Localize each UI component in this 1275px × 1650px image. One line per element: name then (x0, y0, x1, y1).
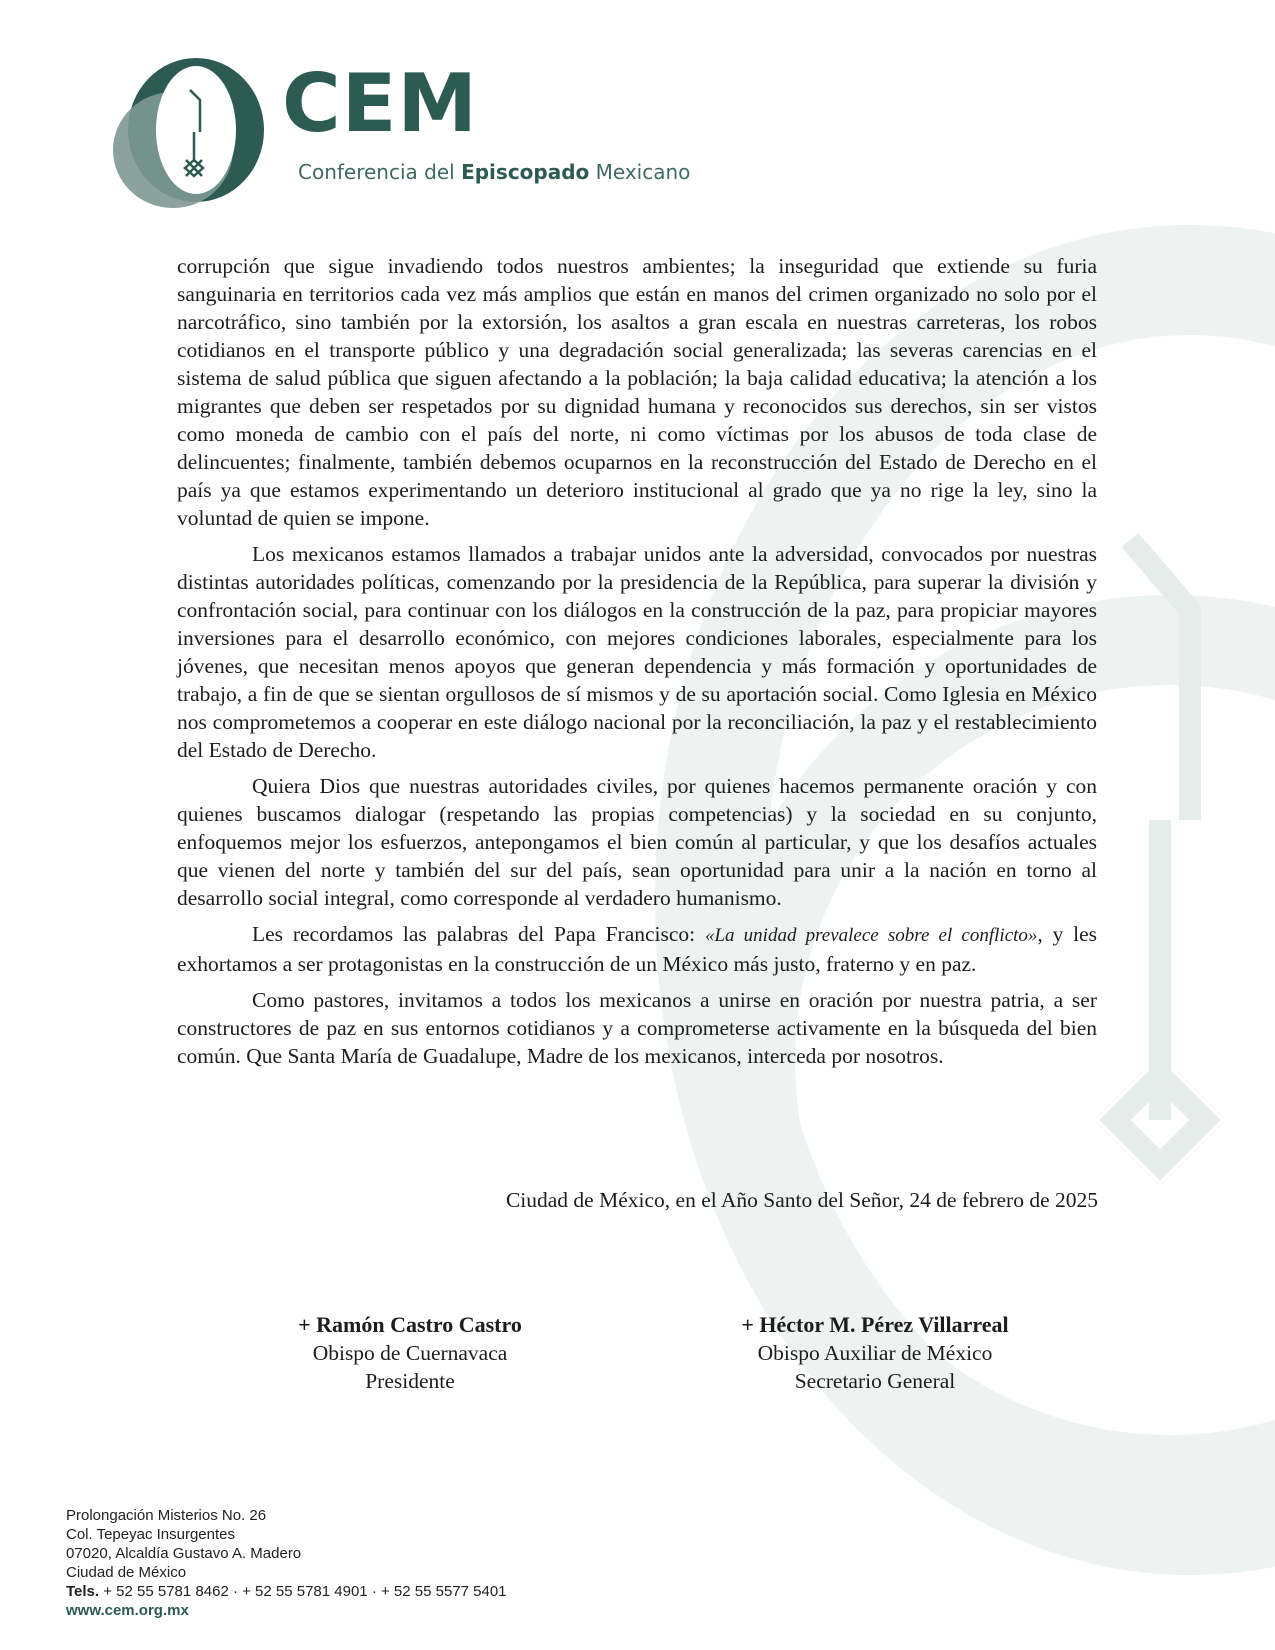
paragraph-1: corrupción que sigue invadiendo todos nuestros ambientes; la inseguridad que extiende su furia sanguinaria en territorios cada vez más amplios que están en manos del crimen organizado no solo por el narcotráfico, sino también por la extorsión, los asaltos a gran escala en nuestras carreteras, los robos cotidianos en el transporte público y una degradación social generalizada; las severas carencias en el sistema de salud pública que siguen afectando a la población; la baja calidad educativa; la atención a los migrantes que deben ser respetados por su dignidad humana y reconocidos sus derechos, sin ser vistos como moneda de cambio con el país del norte, ni como víctimas por los abusos de toda clase de delincuentes; finalmente, también debemos ocuparnos en la reconstrucción del Estado de Derecho en el país ya que estamos experimentando un deterioro institucional al grado que ya no rige la ley, sino la voluntad de quien se impone. (177, 254, 1097, 530)
signer-role: Obispo de Cuernavaca (312, 1341, 508, 1365)
paragraph-3: Quiera Dios que nuestras autoridades civiles, por quienes hacemos permanente oración y con quienes buscamos dialogar (respetando las propias competencias) y la sociedad en su conjunto, enfoquemos mejor los esfuerzos, antepongamos el bien común al particular, y que los desafíos actuales que vienen del norte y también del sur del país, sean oportunidad para unir a la nación en torno al desarrollo social integral, como corresponde al verdadero humanismo. (177, 774, 1097, 910)
website-link[interactable]: www.cem.org.mx (66, 1602, 189, 1619)
signer-name: + Héctor M. Pérez Villarreal (741, 1312, 1009, 1337)
signature-president (200, 1311, 620, 1395)
address-line: Prolongación Misterios No. 26 (66, 1507, 267, 1524)
paragraph-4: Les recordamos las palabras del Papa Francisco: «La unidad prevalece sobre el conflicto», y les exhortamos a ser protagonistas en la construcción de un México más justo, fraterno y en paz. (177, 922, 1097, 976)
pope-quote: «La unidad prevalece sobre el conflicto» (704, 925, 1038, 946)
address-line: Ciudad de México (66, 1564, 187, 1581)
paragraph-5: Como pastores, invitamos a todos los mexicanos a unirse en oración por nuestra patria, a ser constructores de paz en sus entornos cotidianos y a comprometerse activamente en la búsqueda del bien común. Que Santa María de Guadalupe, Madre de los mexicanos, interceda por nosotros. (177, 988, 1097, 1068)
letter-body (177, 252, 1097, 1078)
signer-title: Secretario General (794, 1369, 956, 1393)
address-line: 07020, Alcaldía Gustavo A. Madero (66, 1545, 302, 1562)
paragraph-2: Los mexicanos estamos llamados a trabajar unidos ante la adversidad, convocados por nuestras distintas autoridades políticas, comenzando por la presidencia de la República, para superar la división y confrontación social, para continuar con los diálogos en la construcción de la paz, para propiciar mayores inversiones para el desarrollo económico, con mejores condiciones laborales, especialmente para los jóvenes, que necesitan menos apoyos que generan dependencia y más formación y oportunidades de trabajo, a fin de que se sientan orgullosos de sí mismos y de su aportación social. Como Iglesia en México nos comprometemos a cooperar en este diálogo nacional por la reconciliación, la paz y el restablecimiento del Estado de Derecho. (177, 542, 1097, 762)
logo-subtitle: Conferencia del Episcopado Mexicano (298, 160, 691, 184)
phone-line: Tels. + 52 55 5781 8462 · + 52 55 5781 4901 · + 52 55 5577 5401 (66, 1583, 507, 1600)
signer-title: Presidente (365, 1369, 455, 1393)
cem-emblem-icon (108, 54, 278, 214)
letterhead-logo (108, 54, 708, 214)
signer-name: + Ramón Castro Castro (298, 1312, 522, 1337)
signature-secretary (665, 1311, 1085, 1395)
signer-role: Obispo Auxiliar de México (757, 1341, 993, 1365)
date-line: Ciudad de México, en el Año Santo del Señor, 24 de febrero de 2025 (505, 1188, 1098, 1212)
address-line: Col. Tepeyac Insurgentes (66, 1526, 235, 1543)
footer-address (66, 1506, 507, 1620)
logo-title: CEM (282, 57, 478, 150)
